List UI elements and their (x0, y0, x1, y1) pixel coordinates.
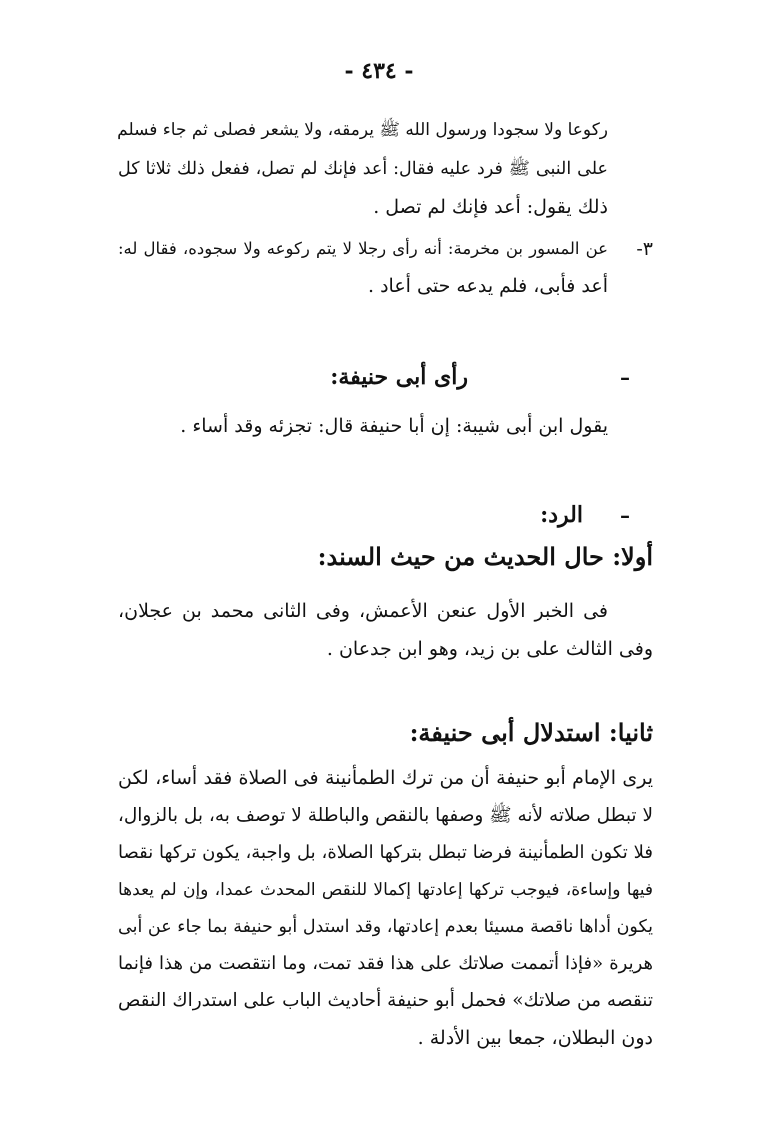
second-point-heading: ثانيا: استدلال أبى حنيفة: (409, 718, 653, 747)
intro-line-3: ذلك يقول: أعد فإنك لم تصل . (373, 196, 608, 218)
opinion-dash: – (620, 365, 630, 389)
second-point-line-7: تنقصه من صلاتك» فحمل أبو حنيفة أحاديث الباب على استدراك النقص (118, 990, 653, 1011)
intro-line-2: على النبى ﷺ فرد عليه فقال: أعد فإنك لم تصل، ففعل ذلك ثلاثا كل (118, 159, 608, 179)
opinion-text: يقول ابن أبى شيبة: إن أبا حنيفة قال: تجزئه وقد أساء . (180, 415, 608, 437)
response-heading: الرد: (540, 502, 583, 528)
page-number: - ٤٣٤ - (344, 58, 414, 84)
second-point-line-1: يرى الإمام أبو حنيفة أن من ترك الطمأنينة فى الصلاة فقد أساء، لكن (118, 767, 653, 789)
second-point-line-6: هريرة «فإذا أتممت صلاتك على هذا فقد تمت، وما انتقصت من هذا فإنما (118, 953, 653, 974)
response-dash: – (620, 503, 630, 527)
first-point-heading: أولا: حال الحديث من حيث السند: (317, 542, 653, 571)
item-3-line-1: عن المسور بن مخرمة: أنه رأى رجلا لا يتم ركوعه ولا سجوده، فقال له: (118, 239, 608, 258)
intro-line-1: ركوعا ولا سجودا ورسول الله ﷺ يرمقه، ولا يشعر فصلى ثم جاء فسلم (117, 120, 608, 140)
first-point-line-1: فى الخبر الأول عنعن الأعمش، وفى الثانى محمد بن عجلان، (118, 600, 608, 622)
second-point-line-5: يكون أداها ناقصة مسيئا بعدم إعادتها، وقد استدل أبو حنيفة بما جاء عن أبى (118, 917, 653, 937)
second-point-line-3: فلا تكون الطمأنينة فرضا تبطل بتركها الصلاة، بل واجبة، يكون تركها نقصا (118, 842, 653, 863)
item-3-line-2: أعد فأبى، فلم يدعه حتى أعاد . (368, 275, 608, 297)
second-point-line-8: دون البطلان، جمعا بين الأدلة . (417, 1027, 653, 1049)
opinion-heading: رأى أبى حنيفة: (330, 364, 468, 390)
second-point-line-2: لا تبطل صلاته لأنه ﷺ وصفها بالنقص والباطلة لا توصف به، بل بالزوال، (117, 805, 653, 826)
first-point-line-2: وفى الثالث على بن زيد، وهو ابن جدعان . (326, 638, 653, 660)
item-3-number: ٣- (636, 238, 653, 260)
second-point-line-4: فيها وإساءة، فيوجب تركها إعادتها إكمالا للنقص المحدث عمدا، وإن لم يعدها (118, 880, 653, 900)
